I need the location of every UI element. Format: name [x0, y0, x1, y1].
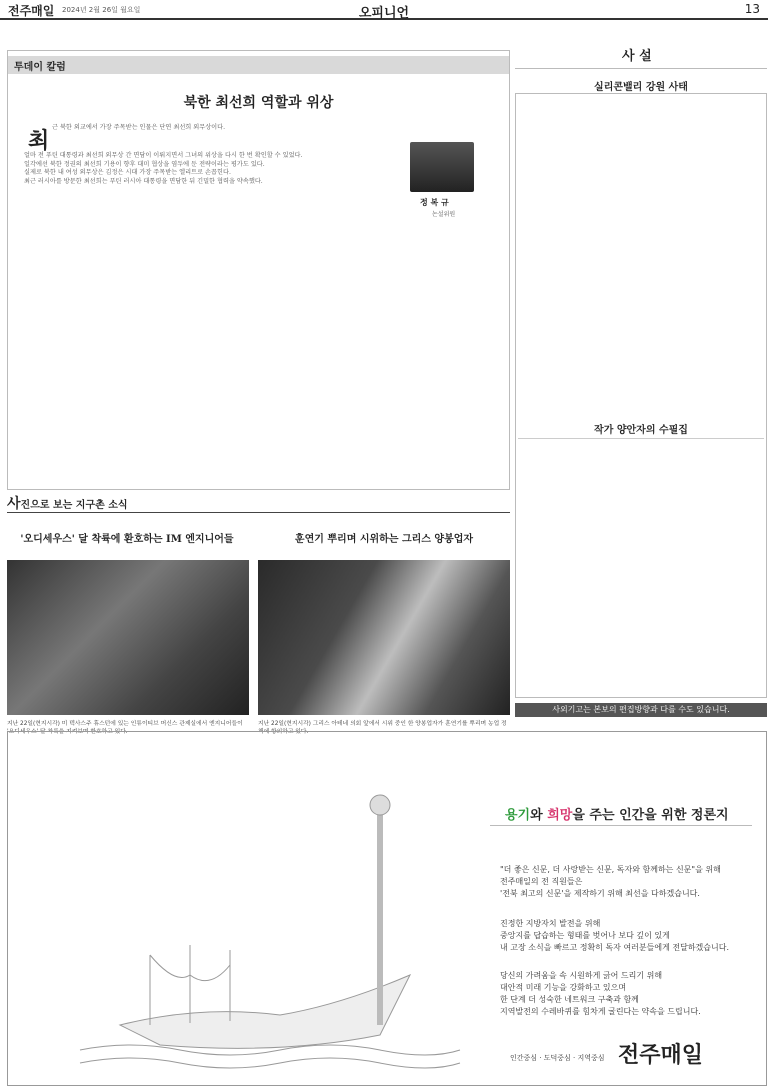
editorial-rule — [515, 68, 767, 69]
ad-slogan: 인간중심 · 도덕중심 · 지역중심 — [510, 1054, 605, 1062]
column-text-col4-top — [368, 124, 476, 164]
news-section-header — [7, 493, 128, 513]
ad-line: 한 단계 더 성숙한 네트워크 구축과 함께 — [500, 995, 639, 1004]
ad-line: 당신의 가려움을 속 시원하게 긁어 드리기 위해 — [500, 971, 663, 980]
news-photo-beekeeper — [258, 560, 510, 715]
ad-line: '전북 최고의 신문'을 제작하기 위해 최선을 다하겠습니다. — [500, 889, 700, 898]
ad-line: 대안적 미래 기능을 강화하고 있으며 — [500, 983, 627, 992]
ad-title — [505, 804, 729, 823]
ad-paragraph-2 — [500, 918, 729, 954]
ad-line: 중앙지를 답습하는 형태를 벗어나 보다 깊이 있게 — [500, 931, 670, 940]
essay-text-col1 — [520, 444, 638, 694]
masthead-date: 2024년 2월 26일 월요일 — [62, 6, 141, 14]
column-text-col2 — [135, 262, 243, 482]
masthead-paper-name: 전주매일 — [8, 4, 55, 18]
editorial-text-col2 — [644, 100, 762, 410]
news-photo-engineers — [7, 560, 249, 715]
editorial-text-col1 — [520, 100, 638, 410]
column-title: 북한 최선희 역할과 위상 — [183, 95, 334, 111]
column-text-col3 — [252, 262, 360, 482]
ad-paragraph-1 — [500, 864, 721, 900]
masthead-section: 오피니언 — [358, 6, 410, 21]
column-author: 정 복 규 — [420, 198, 449, 207]
news-title-1: '오디세우스' 달 착륙에 환호하는 IM 엔지니어들 — [20, 534, 234, 545]
ad-line: 전주매일의 전 직원들은 — [500, 877, 583, 886]
column-header: 투데이 칼럼 — [14, 62, 66, 73]
column-text-col1 — [24, 152, 303, 482]
column-text-col4 — [368, 262, 476, 482]
ad-title-courage: 용기 — [505, 808, 531, 823]
column-dropcap: 최 — [28, 128, 50, 154]
editorial-divider — [518, 438, 764, 439]
ad-title-hope: 희망 — [547, 808, 573, 823]
ad-line: 지역발전의 수레바퀴를 힘차게 굴린다는 약속을 드립니다. — [500, 1007, 701, 1016]
column-header-bar — [8, 56, 509, 74]
news-header-rest: 진으로 보는 지구촌 소식 — [20, 500, 128, 511]
editorial-title: 실리콘밸리 강원 사태 — [594, 82, 688, 93]
column-line: 최근 러시아를 방문한 최선희는 푸틴 러시아 대통령을 면담한 뒤 긴밀한 협력을 약속했다. — [24, 177, 263, 185]
news-caption-2: 지난 22일(현지시각) 그리스 아테네 의회 앞에서 시위 중인 한 양봉업자가 훈연기를 뿌리며 농업 정책에 항의하고 있다. — [258, 721, 507, 736]
news-header-initial: 사 — [7, 496, 21, 512]
column-line: 실제로 북한 내 여성 외무상은 김정은 시대 가장 주목받는 엘리트로 손꼽힌다. — [24, 169, 231, 177]
page-number: 13 — [744, 2, 760, 16]
ad-paragraph-3 — [500, 970, 701, 1018]
ad-title-rest: 을 주는 인간을 위한 정론지 — [572, 808, 729, 823]
ad-line: 내 고장 소식을 빠르고 정확히 독자 여러분들에게 전달하겠습니다. — [500, 943, 729, 952]
ad-line: 진정한 지방자치 발전을 위해 — [500, 919, 601, 928]
ad-logo: 전주매일 — [618, 1042, 704, 1068]
column-line: 근 북한 외교에서 가장 주목받는 인물은 단연 최선희 외무상이다. — [52, 124, 226, 131]
ad-title-conj: 와 — [530, 808, 548, 823]
editorial-section-label: 사 설 — [622, 49, 652, 64]
news-rule — [7, 512, 510, 513]
column-text-intro — [52, 124, 226, 150]
column-line: 일각에선 북한 정권의 최선희 기용이 향후 대미 협상을 염두에 둔 전략이라는 평가도 있다. — [24, 160, 265, 168]
essay-text-col2 — [644, 444, 762, 694]
news-caption-1: 지난 22일(현지시각) 미 텍사스주 휴스턴에 있는 인튜이티브 머신스 관제실에서 엔지니어들이 '오디세우스' 달 착륙을 지켜보며 환호하고 있다. — [7, 721, 243, 736]
column-line: 얼마 전 푸틴 대통령과 최선희 외무상 간 면담이 이뤄지면서 그녀의 위상을 다시 한 번 확인할 수 있었다. — [24, 152, 303, 159]
ad-line: "더 좋은 신문, 더 사랑받는 신문, 독자와 함께하는 신문"을 위해 — [500, 865, 721, 874]
editorial-title-essay: 작가 양안자의 수필집 — [594, 425, 688, 436]
news-title-2: 훈연기 뿌리며 시위하는 그리스 양봉업자 — [294, 534, 474, 545]
ad-rule — [490, 825, 752, 826]
column-author-role: 논설위원 — [432, 211, 456, 218]
ad-illustration — [80, 775, 460, 1075]
editorial-disclaimer: 사외기고는 본보의 편집방향과 다를 수도 있습니다. — [515, 703, 767, 717]
